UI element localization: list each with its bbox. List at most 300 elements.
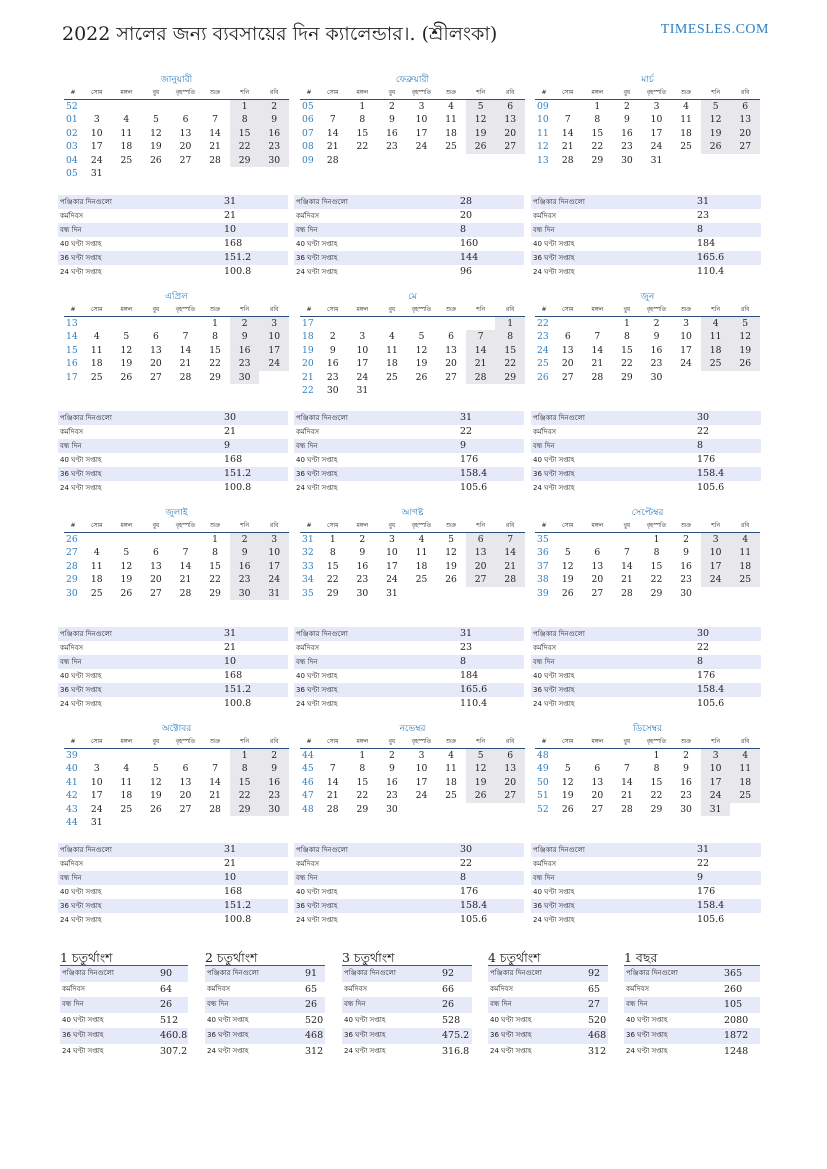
stats-value: 30 <box>224 412 237 423</box>
day-cell: 28 <box>561 154 574 166</box>
day-cell: 23 <box>356 574 369 586</box>
stats-label: বন্ধ দিন <box>296 226 318 234</box>
day-cell: 9 <box>683 763 689 775</box>
day-cell: 31 <box>701 803 731 816</box>
quarter-value: 91 <box>305 968 318 979</box>
stats-row <box>294 899 524 913</box>
site-link[interactable]: TIMESLES.COM <box>660 22 769 37</box>
stats-row <box>58 655 288 669</box>
day-cell: 25 <box>730 789 760 802</box>
week-row <box>535 371 760 384</box>
stats-label: বন্ধ দিন <box>533 226 555 234</box>
stats-row <box>531 439 761 453</box>
day-cell: 20 <box>591 574 604 586</box>
day-cell <box>583 749 613 762</box>
day-cell <box>141 317 171 330</box>
week-number: 48 <box>537 750 549 761</box>
week-number: 17 <box>302 318 314 329</box>
day-cell: 11 <box>90 344 103 356</box>
day-cell: 2 <box>653 318 660 329</box>
day-cell <box>230 167 260 180</box>
day-cell: 9 <box>329 344 336 356</box>
day-cell: 16 <box>621 127 633 139</box>
week-row <box>535 546 760 559</box>
day-cell: 26 <box>466 140 496 153</box>
day-cell: 21 <box>466 357 496 370</box>
day-cell: 14 <box>561 127 574 139</box>
weekday-label: মঙ্গল <box>120 89 133 96</box>
day-cell: 3 <box>259 317 289 330</box>
day-cell: 7 <box>466 330 496 343</box>
stats-value: 176 <box>697 454 716 465</box>
day-cell: 3 <box>418 101 425 112</box>
stats-label: পঞ্জিকার দিনগুলো <box>296 846 348 854</box>
day-cell: 9 <box>683 547 689 559</box>
day-cell: 1 <box>594 101 601 112</box>
quarter-label: কর্মদিবস <box>344 984 367 993</box>
day-cell: 7 <box>564 114 571 126</box>
day-cell: 17 <box>701 560 731 573</box>
day-cell <box>495 587 525 600</box>
day-cell: 13 <box>179 127 192 139</box>
stats-row <box>531 627 761 641</box>
day-cell: 8 <box>359 114 366 126</box>
week-number: 50 <box>537 776 549 788</box>
stats-label: 40 ঘণ্টা সপ্তাহ <box>60 456 102 464</box>
week-row <box>535 789 760 802</box>
day-cell: 3 <box>683 318 689 329</box>
day-cell: 10 <box>90 127 103 139</box>
week-row <box>64 317 289 330</box>
week-number: 47 <box>302 790 314 802</box>
quarter-table <box>342 950 472 1059</box>
stats-value: 151.2 <box>224 468 252 479</box>
stats-value: 105.6 <box>460 482 488 493</box>
day-cell: 17 <box>90 141 103 153</box>
week-number: 31 <box>302 534 314 545</box>
day-cell: 7 <box>182 547 189 559</box>
day-cell: 6 <box>448 331 454 343</box>
quarter-row <box>60 1028 188 1044</box>
day-cell <box>141 533 171 546</box>
day-cell: 6 <box>730 100 760 113</box>
day-cell: 5 <box>418 331 425 343</box>
stats-label: বন্ধ দিন <box>533 442 555 450</box>
day-cell: 5 <box>152 763 159 775</box>
day-cell: 24 <box>701 573 731 586</box>
day-cell: 29 <box>356 803 369 815</box>
week-row <box>300 573 525 586</box>
day-cell: 30 <box>356 587 369 599</box>
day-cell: 20 <box>179 790 192 802</box>
day-cell: 21 <box>209 790 221 802</box>
weekday-label: রবি <box>741 738 750 745</box>
weekday-label: বৃহস্পতি <box>646 738 667 745</box>
stats-row <box>294 843 524 857</box>
day-cell <box>612 749 642 762</box>
day-cell <box>82 317 112 330</box>
month-calendar <box>300 72 525 167</box>
weekday-label: # <box>70 738 76 745</box>
weekday-label: মঙ্গল <box>591 522 604 529</box>
week-row <box>300 533 525 546</box>
day-cell <box>466 154 496 167</box>
day-cell <box>495 384 525 397</box>
stats-label: পঞ্জিকার দিনগুলো <box>60 414 112 422</box>
month-calendar <box>64 289 289 384</box>
quarter-row <box>205 1044 325 1060</box>
quarter-label: 36 ঘণ্টা সপ্তাহ <box>344 1031 386 1039</box>
stats-row <box>58 697 288 711</box>
weekday-label: মঙ্গল <box>120 738 133 745</box>
weekday-label: # <box>306 89 312 96</box>
day-cell: 15 <box>326 560 339 572</box>
day-cell <box>200 100 230 113</box>
stats-row <box>531 251 761 265</box>
day-cell: 24 <box>415 790 428 802</box>
day-cell: 5 <box>701 100 731 113</box>
day-cell: 24 <box>386 574 398 586</box>
stats-label: 36 ঘণ্টা সপ্তাহ <box>533 902 575 910</box>
day-cell: 4 <box>418 534 425 545</box>
weekday-header <box>300 86 525 100</box>
quarter-value: 92 <box>588 968 601 979</box>
day-cell: 30 <box>680 803 692 815</box>
week-row <box>535 573 760 586</box>
day-cell: 15 <box>209 344 221 356</box>
quarter-value: 260 <box>724 983 743 995</box>
stats-row <box>531 223 761 237</box>
week-row <box>64 330 289 343</box>
quarter-label: বন্ধ দিন <box>490 1000 512 1008</box>
day-cell: 9 <box>653 331 660 343</box>
stats-row <box>58 265 288 279</box>
week-number: 52 <box>66 101 78 112</box>
day-cell: 4 <box>123 763 130 775</box>
day-cell: 28 <box>591 371 604 383</box>
stats-value: 22 <box>697 858 710 869</box>
weekday-label: শনি <box>711 89 721 96</box>
week-number: 34 <box>302 574 314 586</box>
weekday-label: সোম <box>327 306 339 313</box>
week-number: 23 <box>537 331 549 343</box>
day-cell: 27 <box>591 803 604 815</box>
quarter-row <box>60 1013 188 1029</box>
day-cell: 13 <box>495 762 525 775</box>
day-cell: 6 <box>182 763 189 775</box>
week-number: 42 <box>66 790 78 802</box>
quarter-value: 27 <box>588 999 601 1010</box>
day-cell: 6 <box>594 547 601 559</box>
stats-label: বন্ধ দিন <box>60 658 82 666</box>
weekday-label: শুক্র <box>680 738 692 745</box>
day-cell <box>377 384 407 397</box>
week-number: 21 <box>302 371 314 383</box>
stats-value: 168 <box>224 670 243 681</box>
month-stats-table <box>294 843 524 927</box>
quarter-row <box>624 1013 760 1029</box>
day-cell: 4 <box>448 750 454 761</box>
day-cell: 23 <box>650 358 663 370</box>
quarter-label: পঞ্জিকার দিনগুলো <box>207 969 259 977</box>
week-number: 32 <box>302 547 314 559</box>
day-cell: 28 <box>209 803 221 815</box>
day-cell <box>466 384 496 397</box>
stats-value: 176 <box>460 886 479 897</box>
stats-row <box>58 857 288 871</box>
day-cell <box>730 803 760 816</box>
week-row <box>64 803 289 816</box>
day-cell: 11 <box>445 763 457 775</box>
week-row <box>535 533 760 546</box>
quarter-value: 468 <box>305 1030 324 1041</box>
day-cell: 25 <box>730 573 760 586</box>
stats-value: 31 <box>224 196 237 207</box>
month-calendar <box>535 289 760 384</box>
day-cell: 8 <box>653 763 660 775</box>
week-row <box>64 100 289 113</box>
stats-row <box>58 913 288 927</box>
quarter-value: 64 <box>160 983 173 995</box>
day-cell: 29 <box>650 803 663 815</box>
week-number: 03 <box>66 141 78 153</box>
stats-row <box>294 683 524 697</box>
month-stats-table <box>531 843 761 927</box>
stats-label: 24 ঘণ্টা সপ্তাহ <box>60 484 102 492</box>
stats-value: 30 <box>460 844 473 855</box>
day-cell: 31 <box>259 587 289 600</box>
week-row <box>535 140 760 153</box>
quarter-label: 36 ঘণ্টা সপ্তাহ <box>490 1031 532 1039</box>
day-cell: 30 <box>230 371 260 384</box>
stats-label: 36 ঘণ্টা সপ্তাহ <box>60 254 102 262</box>
quarter-row <box>624 966 760 982</box>
day-cell: 22 <box>591 141 604 153</box>
week-number: 24 <box>537 344 549 356</box>
week-row <box>64 127 289 140</box>
quarter-label: কর্মদিবস <box>626 984 649 993</box>
week-row <box>535 357 760 370</box>
day-cell: 22 <box>650 790 663 802</box>
day-cell: 23 <box>621 141 633 153</box>
day-cell: 16 <box>680 560 692 572</box>
stats-value: 31 <box>697 196 710 207</box>
week-number: 05 <box>302 101 314 112</box>
day-cell <box>612 533 642 546</box>
stats-value: 151.2 <box>224 900 252 911</box>
day-cell: 26 <box>120 587 133 599</box>
week-row <box>300 154 525 167</box>
day-cell: 29 <box>621 371 633 383</box>
day-cell: 6 <box>152 331 159 343</box>
stats-row <box>58 195 288 209</box>
stats-value: 9 <box>460 440 467 451</box>
day-cell: 24 <box>650 141 663 153</box>
day-cell: 21 <box>326 790 339 802</box>
stats-label: 40 ঘণ্টা সপ্তাহ <box>533 456 575 464</box>
day-cell: 26 <box>561 587 574 599</box>
day-cell: 18 <box>90 574 103 586</box>
stats-row <box>294 425 524 439</box>
day-cell: 21 <box>561 141 574 153</box>
day-cell <box>583 317 613 330</box>
stats-value: 160 <box>460 238 479 249</box>
weekday-label: শনি <box>240 522 250 529</box>
quarter-label: 40 ঘণ্টা সপ্তাহ <box>626 1015 668 1024</box>
stats-value: 184 <box>460 670 479 681</box>
day-cell: 5 <box>123 547 130 559</box>
stats-row <box>531 843 761 857</box>
stats-row <box>531 195 761 209</box>
stats-label: 36 ঘণ্টা সপ্তাহ <box>296 686 338 694</box>
week-row <box>300 344 525 357</box>
stats-row <box>58 843 288 857</box>
week-row <box>535 749 760 762</box>
day-cell: 17 <box>650 127 663 139</box>
quarter-value: 307.2 <box>160 1045 188 1057</box>
weekday-label: বৃহস্পতি <box>646 522 667 529</box>
weekday-header <box>300 519 525 533</box>
day-cell: 22 <box>326 574 339 586</box>
day-cell <box>583 533 613 546</box>
day-cell: 26 <box>730 357 760 370</box>
week-number: 18 <box>302 331 314 343</box>
day-cell: 19 <box>150 141 162 153</box>
day-cell: 5 <box>152 114 159 126</box>
stats-row <box>531 265 761 279</box>
day-cell: 11 <box>445 114 457 126</box>
day-cell: 23 <box>230 357 260 370</box>
week-number: 43 <box>66 803 78 815</box>
week-number: 15 <box>66 344 78 356</box>
quarter-row <box>60 1044 188 1060</box>
week-row <box>64 357 289 370</box>
month-stats-table <box>294 411 524 495</box>
stats-label: 40 ঘণ্টা সপ্তাহ <box>296 888 338 896</box>
day-cell: 6 <box>182 114 189 126</box>
day-cell: 19 <box>730 344 760 357</box>
day-cell: 2 <box>388 750 395 761</box>
day-cell <box>230 816 260 829</box>
day-cell: 9 <box>388 114 395 126</box>
day-cell: 7 <box>329 763 336 775</box>
day-cell: 20 <box>561 358 574 370</box>
day-cell: 9 <box>359 547 366 559</box>
day-cell: 13 <box>495 113 525 126</box>
week-row <box>300 100 525 113</box>
week-row <box>64 560 289 573</box>
day-cell: 1 <box>653 750 660 761</box>
stats-label: 36 ঘণ্টা সপ্তাহ <box>533 686 575 694</box>
stats-label: 24 ঘণ্টা সপ্তাহ <box>296 916 338 924</box>
day-cell: 12 <box>561 776 574 788</box>
day-cell: 28 <box>495 573 525 586</box>
day-cell: 4 <box>448 101 454 112</box>
week-row <box>64 546 289 559</box>
week-row <box>300 140 525 153</box>
day-cell: 3 <box>388 534 395 545</box>
day-cell <box>377 154 407 167</box>
day-cell: 16 <box>259 127 289 140</box>
week-number: 41 <box>66 776 78 788</box>
day-cell: 22 <box>650 574 663 586</box>
day-cell <box>318 100 348 113</box>
day-cell: 24 <box>415 141 428 153</box>
quarter-value: 105 <box>724 999 743 1010</box>
weekday-label: শুক্র <box>680 306 692 313</box>
day-cell: 27 <box>730 140 760 153</box>
day-cell: 8 <box>212 331 218 343</box>
day-cell <box>466 803 496 816</box>
stats-label: 24 ঘণ্টা সপ্তাহ <box>533 268 575 276</box>
stats-label: 36 ঘণ্টা সপ্তাহ <box>60 686 102 694</box>
day-cell: 28 <box>179 371 192 383</box>
day-cell: 30 <box>386 803 398 815</box>
day-cell: 13 <box>591 776 604 788</box>
weekday-label: বুধ <box>623 738 631 745</box>
quarter-label: কর্মদিবস <box>207 984 230 993</box>
day-cell: 22 <box>356 790 369 802</box>
weekday-label: শুক্র <box>445 306 457 313</box>
quarter-value: 468 <box>588 1030 607 1041</box>
stats-row <box>294 857 524 871</box>
day-cell: 1 <box>230 100 260 113</box>
quarter-table <box>488 950 608 1059</box>
quarter-value: 26 <box>160 999 173 1010</box>
day-cell: 23 <box>680 574 692 586</box>
week-number: 37 <box>537 560 549 572</box>
week-number: 39 <box>66 750 78 761</box>
stats-value: 105.6 <box>697 914 725 925</box>
day-cell <box>348 317 378 330</box>
weekday-label: বুধ <box>388 522 396 529</box>
weekday-header <box>64 519 289 533</box>
weekday-label: শনি <box>476 738 486 745</box>
quarter-row <box>488 997 608 1013</box>
weekday-label: বুধ <box>152 522 160 529</box>
day-cell: 28 <box>179 587 192 599</box>
stats-value: 96 <box>460 266 473 277</box>
day-cell: 30 <box>230 587 260 600</box>
weekday-label: বুধ <box>152 738 160 745</box>
day-cell: 19 <box>466 776 496 789</box>
day-cell: 19 <box>561 574 574 586</box>
weekday-label: সোম <box>562 306 574 313</box>
stats-label: 40 ঘণ্টা সপ্তাহ <box>533 672 575 680</box>
day-cell <box>407 154 437 167</box>
week-row <box>300 357 525 370</box>
stats-label: 36 ঘণ্টা সপ্তাহ <box>296 470 338 478</box>
week-row <box>535 317 760 330</box>
weekday-label: সোম <box>91 89 103 96</box>
weekday-label: সোম <box>91 738 103 745</box>
day-cell: 5 <box>123 331 130 343</box>
week-row <box>535 127 760 140</box>
day-cell: 21 <box>621 790 633 802</box>
weekday-label: শুক্র <box>445 738 457 745</box>
day-cell: 6 <box>466 533 496 546</box>
week-number: 35 <box>302 587 314 599</box>
quarter-row <box>60 997 188 1013</box>
day-cell: 2 <box>230 533 260 546</box>
stats-row <box>294 209 524 223</box>
stats-row <box>531 857 761 871</box>
day-cell: 7 <box>623 547 630 559</box>
month-name: জুলাই <box>165 508 188 518</box>
week-number: 46 <box>302 776 314 788</box>
day-cell: 16 <box>259 776 289 789</box>
day-cell: 16 <box>326 358 339 370</box>
